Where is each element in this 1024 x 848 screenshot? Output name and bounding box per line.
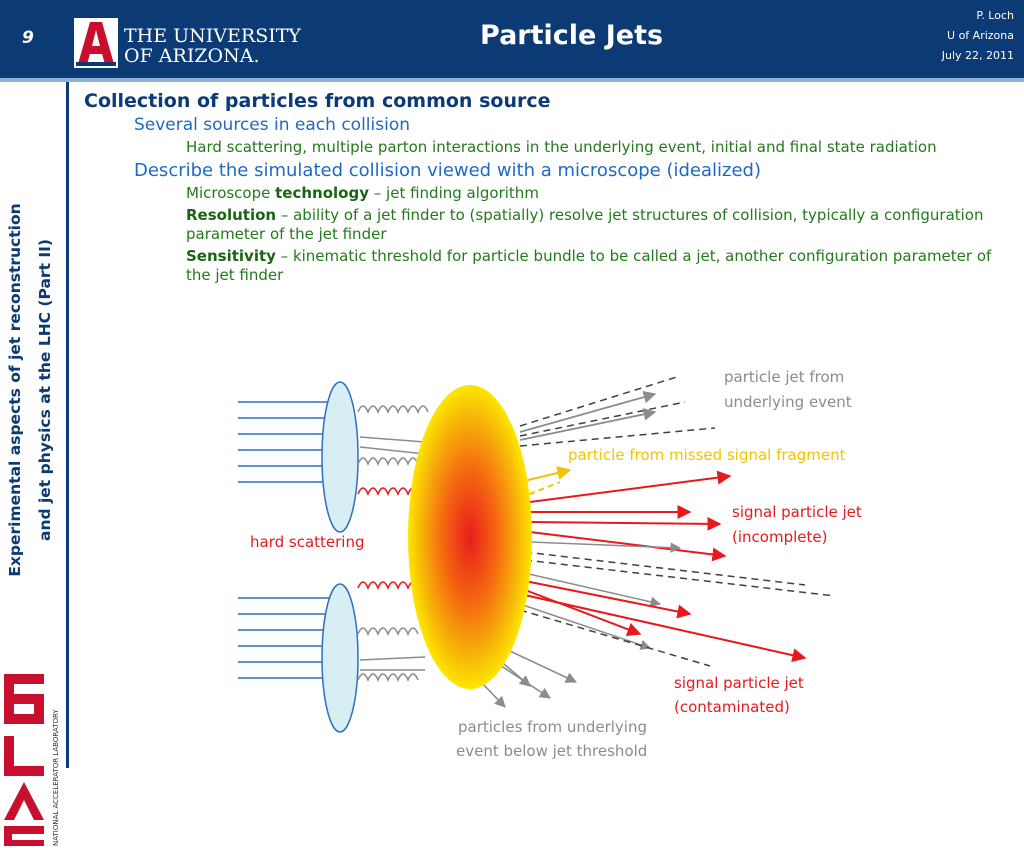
technology-pre: Microscope [186, 184, 276, 202]
page-title: Particle Jets [480, 20, 664, 51]
university-line-1: THE UNIVERSITY [124, 25, 301, 47]
label-signal-incomplete-2: (incomplete) [732, 528, 828, 546]
header-divider [0, 78, 1024, 82]
slide-meta [942, 6, 1014, 66]
bullet-sensitivity [186, 247, 1004, 285]
title-bar [0, 0, 1024, 78]
technology-post: – jet finding algorithm [369, 184, 539, 202]
slac-logo-icon [2, 670, 64, 848]
incoming-partons-bottom [238, 598, 330, 678]
label-ue-jet-1: particle jet from [724, 368, 845, 386]
bullet-technology [186, 184, 1004, 203]
slide-number: 9 [22, 28, 34, 48]
sensitivity-post: – kinematic threshold for particle bundle to be called a jet, another configuration parameter of the jet finder [186, 247, 992, 284]
label-signal-incomplete-1: signal particle jet [732, 503, 862, 521]
resolution-post: – ability of a jet finder to (spatially) resolve jet structures of collision, typically a configuration parameter of the jet finder [186, 206, 984, 243]
sensitivity-term: Sensitivity [186, 247, 276, 265]
university-name [124, 26, 301, 66]
bullet-level1: Collection of particles from common source [84, 90, 551, 112]
ue-jet-top [520, 376, 715, 446]
sidebar-caption [0, 190, 60, 590]
technology-term: technology [275, 184, 370, 202]
author: P. Loch [976, 9, 1014, 22]
proton-top [322, 382, 358, 532]
slac-lab-name: NATIONAL ACCELERATOR LABORATORY [52, 709, 60, 846]
label-missed-fragment: particle from missed signal fragment [568, 446, 846, 464]
university-a-logo-icon [74, 18, 118, 68]
collision-blob [408, 385, 532, 689]
slide-body [84, 90, 1004, 285]
label-ue-below-2: event below jet threshold [456, 742, 648, 760]
sidebar-line-1: Experimental aspects of jet reconstruction [6, 203, 24, 577]
incoming-partons-top [238, 402, 330, 482]
bullet-sources: Several sources in each collision [134, 115, 410, 135]
proton-bottom [322, 584, 358, 732]
label-signal-contaminated-2: (contaminated) [674, 698, 790, 716]
label-ue-below-1: particles from underlying [458, 718, 648, 736]
bullet-microscope: Describe the simulated collision viewed with a microscope (idealized) [134, 160, 761, 181]
label-hard-scattering: hard scattering [250, 533, 365, 551]
sidebar [0, 82, 69, 846]
date: July 22, 2011 [941, 49, 1014, 62]
bullet-sources-detail: Hard scattering, multiple parton interactions in the underlying event, initial and final state radiation [186, 138, 937, 156]
label-signal-contaminated-1: signal particle jet [674, 674, 804, 692]
affiliation: U of Arizona [947, 29, 1014, 42]
sidebar-line-2: and jet physics at the LHC (Part II) [36, 239, 54, 541]
university-line-2: OF ARIZONA. [124, 45, 260, 67]
resolution-term: Resolution [186, 206, 277, 224]
signal-jet-contaminated [520, 572, 805, 666]
bullet-resolution [186, 206, 1004, 244]
label-ue-jet-2: underlying event [724, 393, 852, 411]
collision-diagram [220, 352, 910, 768]
